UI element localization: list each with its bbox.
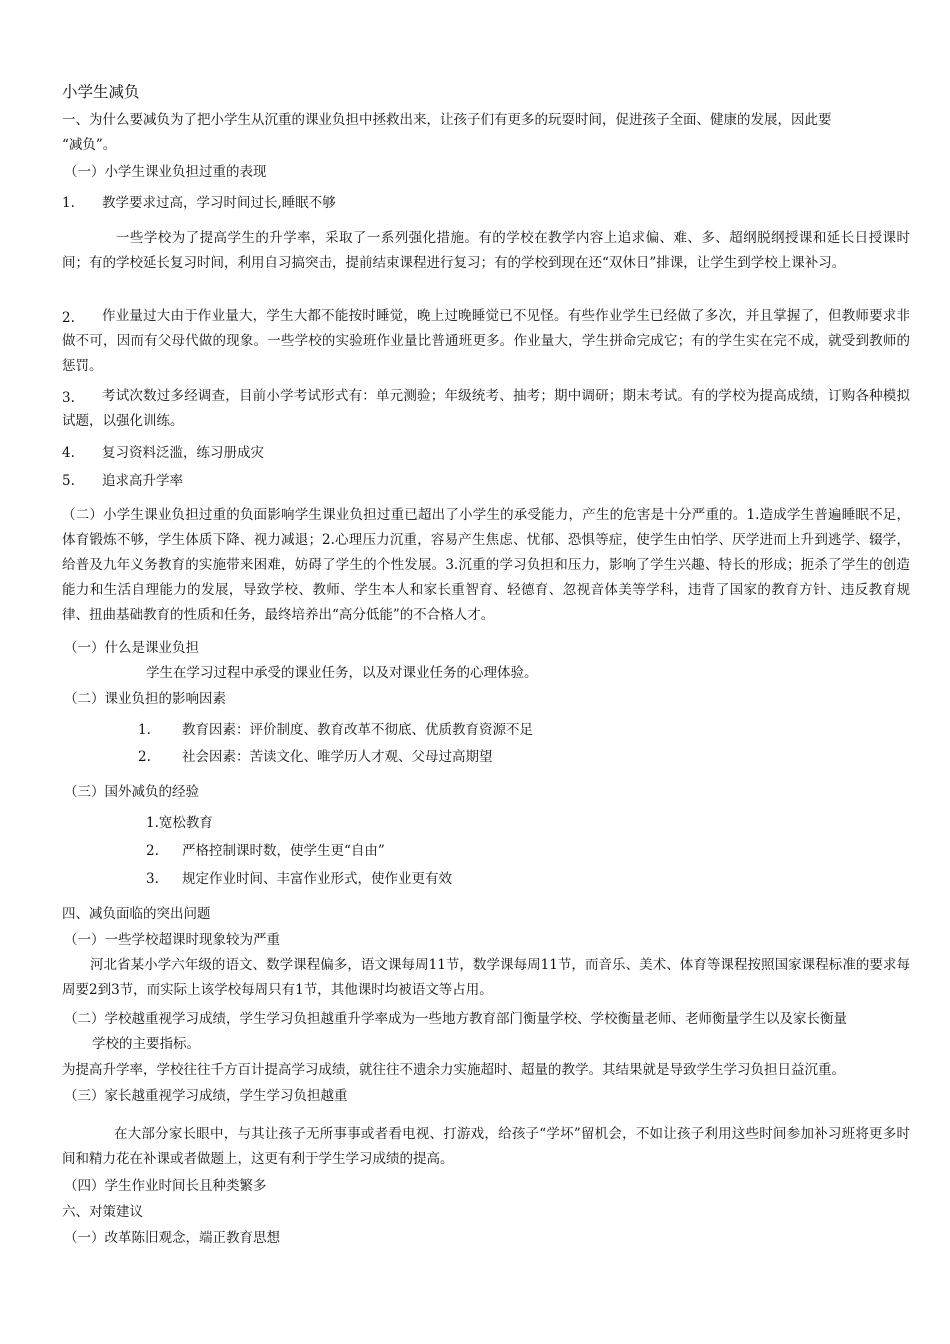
list-item-text: 规定作业时间、丰富作业形式，使作业更有效 — [182, 871, 452, 887]
list-item-text: 社会因素：苦读文化、唯学历人才观、父母过高期望 — [182, 749, 493, 765]
document-title: 小学生减负 — [62, 83, 140, 101]
section-1-line-2: “减负”。 — [62, 137, 117, 153]
list-item-number: 4. — [62, 445, 75, 461]
subsection-heading: （三）家长越重视学习成绩，学生学习负担越重 — [64, 1088, 348, 1104]
subsection-heading: （三）国外减负的经验 — [64, 784, 199, 800]
paragraph: （二）小学生课业负担过重的负面影响学生课业负担过重已超出了小学生的承受能力，产生的危害是十分严重的。1.造成学生普遍睡眠不足，体育锻炼不够，学生体质下降、视力减退；2.心理压力沉重，容易产生焦虑、忧郁、恐惧等症，使学生由怕学、厌学进而上升到逃学、辍学，给普及九年义务教育的实施带来困难，妨碍了学生的个性发展。3.沉重的学习负担和压力，影响了学生兴趣、特长的形成；扼杀了学生的创造能力和生活自理能力的发展，导致学校、教师、学生本人和家长重智育、轻德育、忽视音体美等学科，违背了国家的教育方针、违反教育规律、扭曲基础教育的性质和任务，最终培养出“高分低能”的不合格人才。 — [62, 507, 910, 623]
list-item-text: 1.宽松教育 — [146, 815, 213, 831]
subsection-heading-continued: 学校的主要指标。 — [92, 1036, 200, 1052]
list-item-text: 教育因素：评价制度、教育改革不彻底、优质教育资源不足 — [182, 722, 533, 738]
list-item-number: 1. — [62, 195, 75, 211]
list-item-number: 3. — [62, 390, 75, 406]
list-item-number: 2. — [138, 749, 151, 765]
list-item-number: 3. — [146, 871, 159, 887]
subsection-heading: （一）小学生课业负担过重的表现 — [64, 164, 267, 180]
list-item-text: 严格控制课时数，使学生更“自由” — [182, 843, 385, 859]
list-item-text: 考试次数过多经调查，目前小学考试形式有：单元测验；年级统考、抽考；期中调研；期末考试。有的学校为提高成绩，订购各种模拟试题，以强化训练。 — [62, 388, 910, 429]
paragraph: 为提高升学率，学校往往千方百计提高学习成绩，就往往不遗余力实施超时、超量的教学。其结果就是导致学生学习负担日益沉重。 — [62, 1062, 845, 1078]
list-item-text: 作业量过大由于作业量大，学生大都不能按时睡觉，晚上过晚睡觉已不见怪。有些作业学生已经做了多次，并且掌握了，但教师要求非做不可，因而有父母代做的现象。一些学校的实验班作业量比普通班更多。作业量大，学生拼命完成它；有的学生实在完不成，就受到教师的惩罚。 — [62, 308, 910, 374]
list-item-number: 2. — [146, 843, 159, 859]
section-1-line-1: 一、为什么要减负为了把小学生从沉重的课业负担中拯救出来，让孩子们有更多的玩耍时间，促进孩子全面、健康的发展，因此要 — [62, 112, 832, 128]
paragraph: 在大部分家长眼中，与其让孩子无所事事或者看电视、打游戏，给孩子“学坏”留机会，不如让孩子利用这些时间参加补习班将更多时间和精力花在补课或者做题上，这更有利于学生学习成绩的提高。 — [62, 1126, 910, 1167]
subsection-heading: （一）一些学校超课时现象较为严重 — [64, 932, 280, 948]
paragraph: 学生在学习过程中承受的课业任务，以及对课业任务的心理体验。 — [146, 665, 538, 681]
subsection-heading: （一）改革陈旧观念，端正教育思想 — [64, 1230, 280, 1246]
section-heading: 四、减负面临的突出问题 — [62, 906, 211, 922]
paragraph: 河北省某小学六年级的语文、数学课程偏多，语文课每周11节，数学课每周11节，而音乐、美术、体育等课程按照国家课程标准的要求每周要2到3节，而实际上该学校每周只有1节，其他课时均被语文等占用。 — [62, 957, 910, 998]
list-item-number: 2. — [62, 310, 75, 326]
list-item-text: 复习资料泛滥，练习册成灾 — [102, 445, 264, 461]
subsection-heading: （二）课业负担的影响因素 — [64, 691, 226, 707]
section-heading: 六、对策建议 — [62, 1204, 143, 1220]
list-item-number: 1. — [138, 722, 151, 738]
list-item-text: 教学要求过高，学习时间过长,睡眠不够 — [102, 195, 336, 211]
paragraph: 一些学校为了提高学生的升学率，采取了一系列强化措施。有的学校在教学内容上追求偏、难、多、超纲脱纲授课和延长日授课时间；有的学校延长复习时间，利用自习搞突击，提前结束课程进行复习；有的学校到现在还“双休日”排课，让学生到学校上课补习。 — [62, 230, 910, 271]
subsection-heading: （二）学校越重视学习成绩，学生学习负担越重升学率成为一些地方教育部门衡量学校、学校衡量老师、老师衡量学生以及家长衡量 — [64, 1011, 847, 1027]
list-item-text: 追求高升学率 — [102, 473, 183, 489]
subsection-heading: （一）什么是课业负担 — [64, 640, 199, 656]
subsection-heading: （四）学生作业时间长且种类繁多 — [64, 1178, 267, 1194]
list-item-number: 5. — [62, 473, 75, 489]
